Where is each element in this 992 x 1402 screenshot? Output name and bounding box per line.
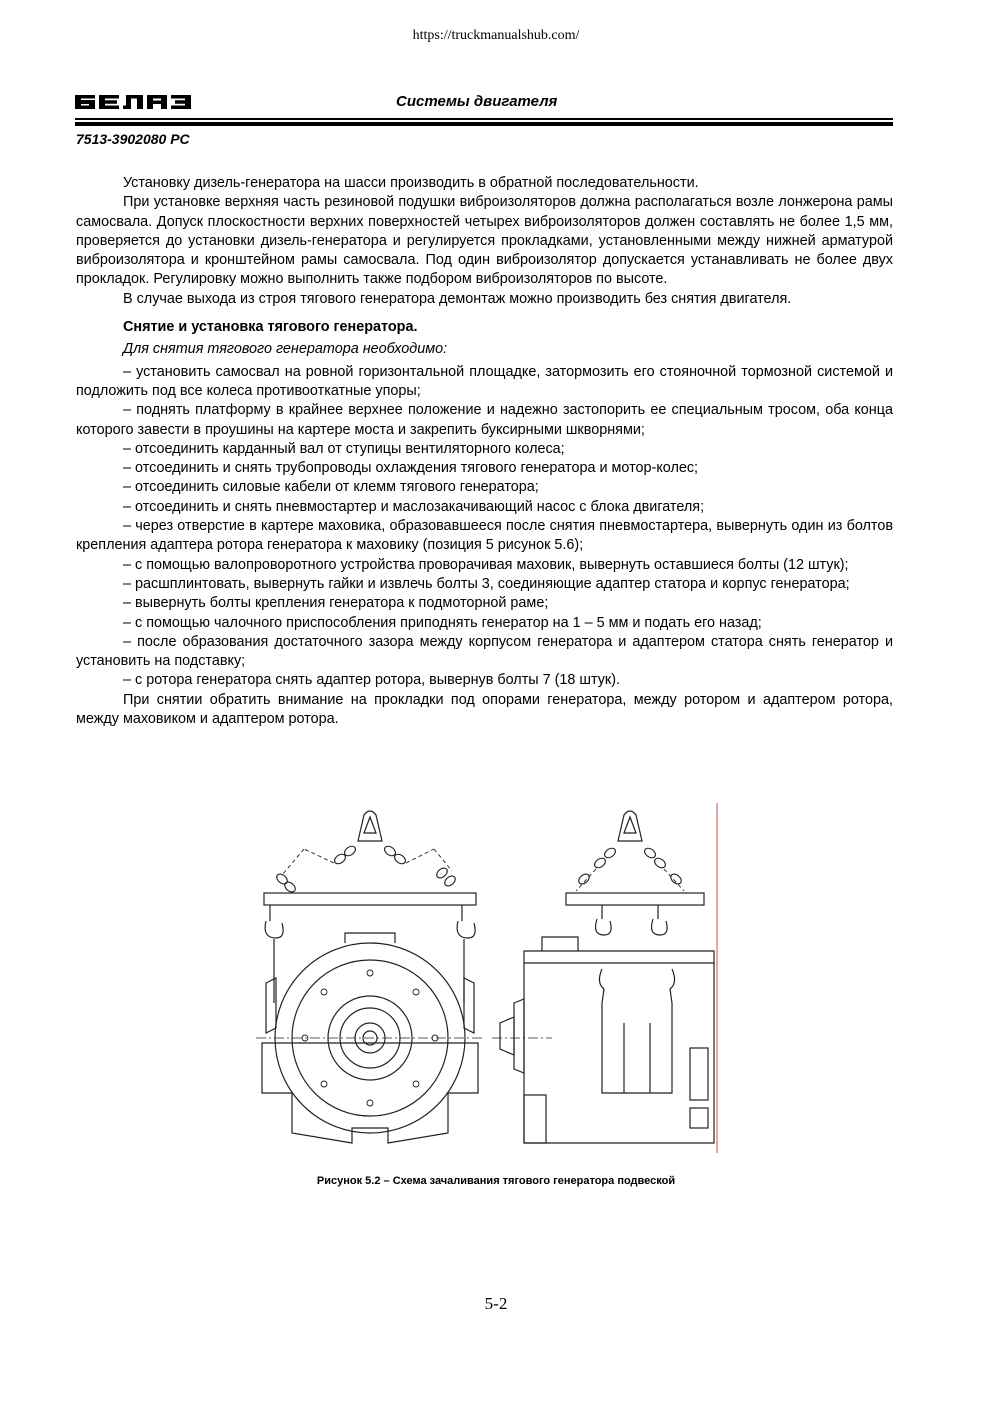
section-subheading: Для снятия тягового генератора необходимо: <box>123 341 448 358</box>
body-text <box>76 174 893 729</box>
paragraph: В случае выхода из строя тягового генератора демонтаж можно производить без снятия двигателя. <box>123 290 792 307</box>
front-view <box>256 811 484 1143</box>
generator-sling-diagram <box>252 803 722 1153</box>
step-item: – вывернуть болты крепления генератора к подмоторной раме; <box>123 595 549 612</box>
header-rule-thick <box>75 122 893 126</box>
step-item: – отсоединить и снять пневмостартер и маслозакачивающий насос с блока двигателя; <box>123 498 705 515</box>
step-item: – с помощью валопроворотного устройства проворачивая маховик, вывернуть оставшиеся болты (12 штук); <box>123 556 849 573</box>
belaz-logo <box>75 95 195 109</box>
figure-caption: Рисунок 5.2 – Схема зачаливания тягового генератора подвеской <box>316 1175 676 1187</box>
paragraph: При снятии обратить внимание на прокладки под опорами генератора, между ротором и адаптером ротора, между маховиком и адаптером ротора. <box>76 691 893 728</box>
step-item: – после образования достаточного зазора между корпусом генератора и адаптером статора снять генератор и установить на подставку; <box>76 633 893 670</box>
step-item: – через отверстие в картере маховика, образовавшееся после снятия пневмостартера, вывернуть один из болтов крепления адаптера ротора генератора к маховику (позиция 5 рисунок 5.6); <box>76 518 893 554</box>
page-number: 5-2 <box>484 1294 508 1313</box>
step-item: – с помощью чалочного приспособления приподнять генератор на 1 – 5 мм и подать его назад; <box>123 614 762 631</box>
step-item: – расшплинтовать, вывернуть гайки и извлечь болты 3, соединяющие адаптер статора и корпус генератора; <box>123 575 850 592</box>
document-code: 7513-3902080 РС <box>76 131 190 147</box>
step-item: – отсоединить силовые кабели от клемм тягового генератора; <box>123 479 539 496</box>
source-url: https://truckmanualshub.com/ <box>412 28 580 43</box>
step-item: – отсоединить и снять трубопроводы охлаждения тягового генератора и мотор-колес; <box>123 460 699 477</box>
header-rule-thin <box>75 118 893 120</box>
section-title: Системы двигателя <box>396 93 558 110</box>
step-item: – поднять платформу в крайнее верхнее положение и надежно застопорить ее специальным тросом, оба конца которого завести в проушины на картере моста и закрепить буксирными шкворнями; <box>76 402 893 438</box>
step-item: – отсоединить карданный вал от ступицы вентиляторного колеса; <box>123 440 565 457</box>
step-item: – с ротора генератора снять адаптер ротора, вывернув болты 7 (18 штук). <box>123 672 621 689</box>
paragraph: Установку дизель-генератора на шасси производить в обратной последовательности. <box>123 175 699 191</box>
side-view <box>492 811 714 1143</box>
paragraph: При установке верхняя часть резиновой подушки виброизоляторов должна располагаться возле лонжерона рамы самосвала. Допуск плоскостности верхних поверхностей четырех виброизоляторов должен составлять не более 1,5 мм, проверяется до установки дизель-генератора и регулируется прокладками, установленными между нижней арматурой виброизолятора и кронштейном рамы самосвала. Под один виброизолятор допускается устанавливать не более двух прокладок. Регулировку можно выполнить также подбором виброизоляторов по высоте. <box>76 194 893 288</box>
step-item: – установить самосвал на ровной горизонтальной площадке, затормозить его стояночной тормозной системой и подложить под все колеса противооткатные упоры; <box>76 363 893 399</box>
section-heading: Снятие и установка тягового генератора. <box>123 319 418 336</box>
